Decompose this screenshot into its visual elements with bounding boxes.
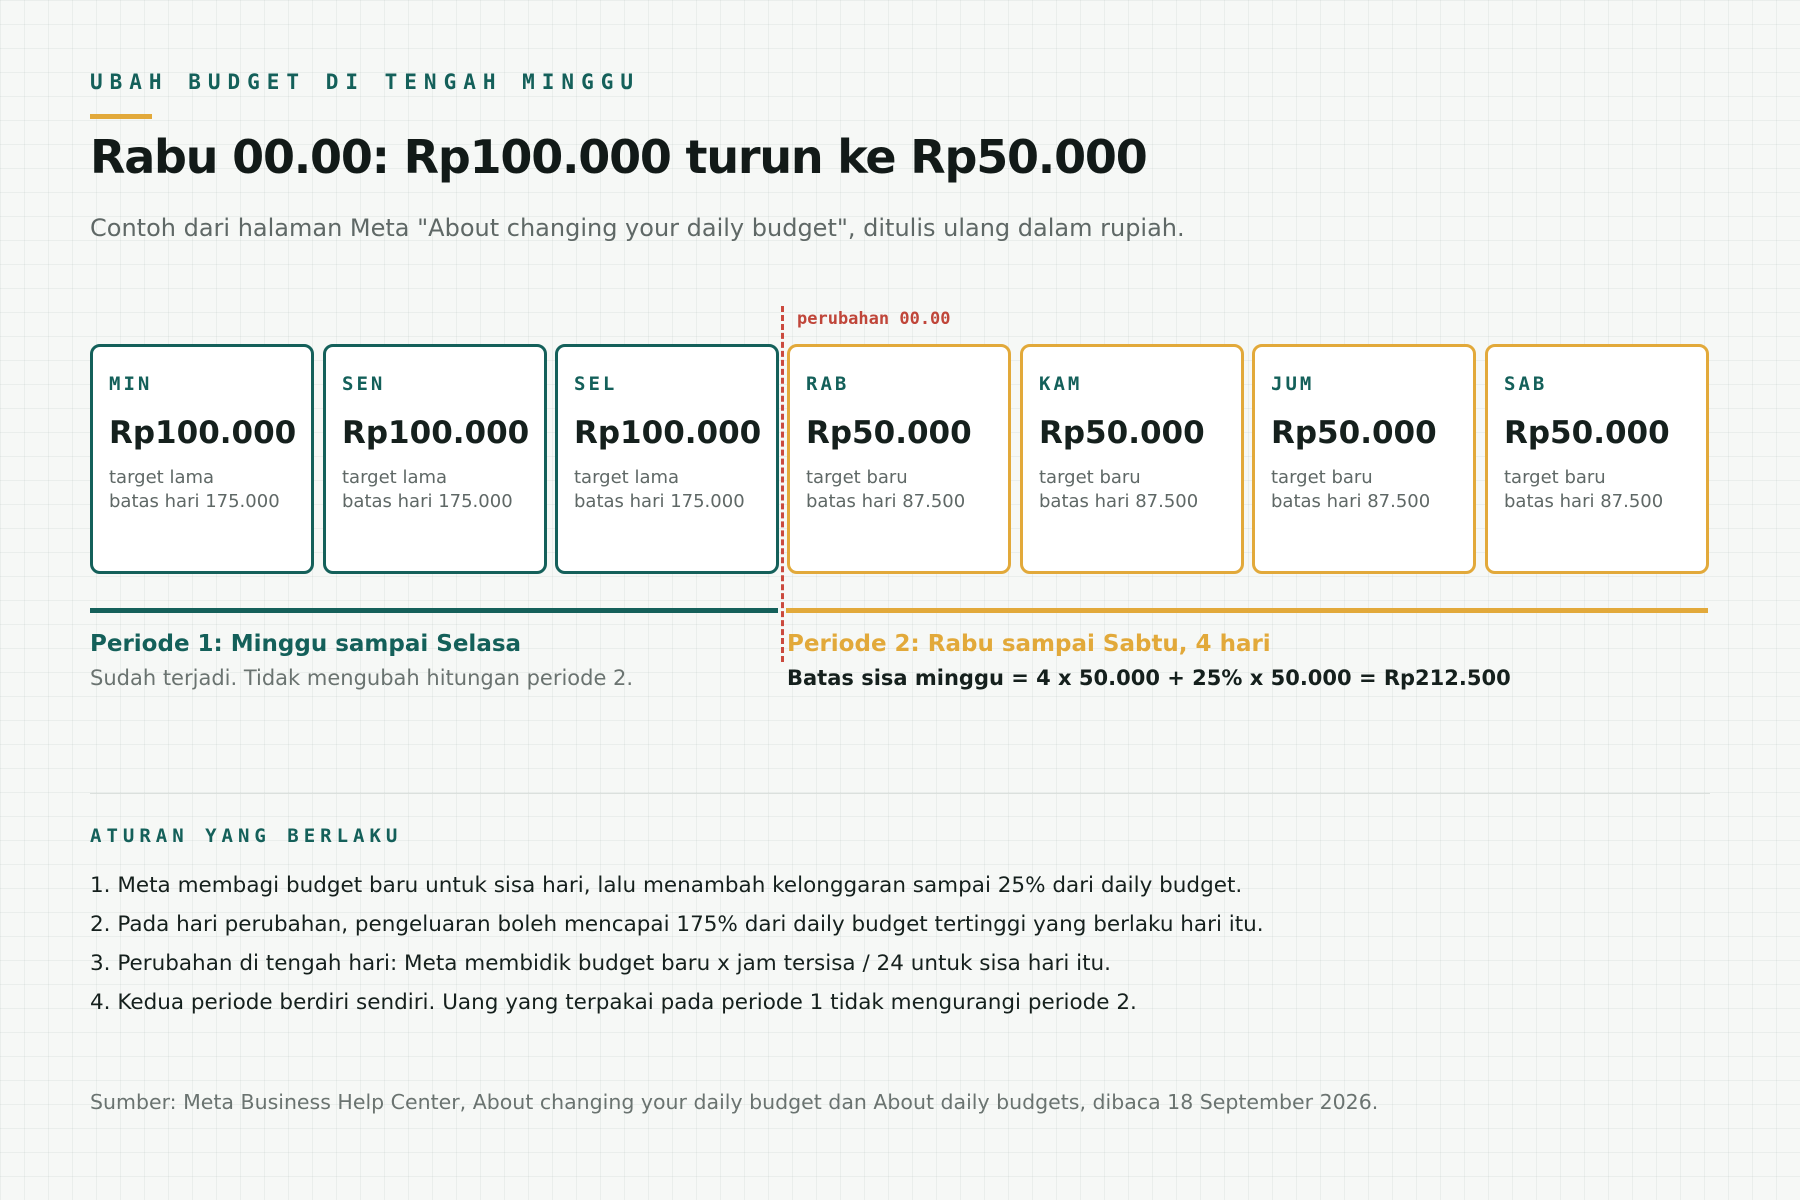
day-target: target baru xyxy=(1504,467,1606,488)
period-2-formula: Batas sisa minggu = 4 x 50.000 + 25% x 50.000 = Rp212.500 xyxy=(787,666,1511,690)
eyebrow-accent-bar xyxy=(90,114,152,119)
day-label: SEN xyxy=(342,373,386,395)
day-target: target baru xyxy=(806,467,908,488)
day-amount: Rp50.000 xyxy=(1039,415,1205,451)
day-target: target baru xyxy=(1039,467,1141,488)
day-label: SAB xyxy=(1504,373,1548,395)
day-limit: batas hari 87.500 xyxy=(1504,491,1664,512)
period-2-bar xyxy=(786,608,1708,613)
rule-item: 3. Perubahan di tengah hari: Meta membidik budget baru x jam tersisa / 24 untuk sisa hari itu. xyxy=(90,951,1112,976)
day-label: RAB xyxy=(806,373,850,395)
change-marker-label: perubahan 00.00 xyxy=(797,309,951,329)
page-title: Rabu 00.00: Rp100.000 turun ke Rp50.000 xyxy=(90,130,1147,184)
day-card-min xyxy=(90,344,314,574)
eyebrow-label: UBAH BUDGET DI TENGAH MINGGU xyxy=(90,70,641,94)
day-limit: batas hari 87.500 xyxy=(806,491,966,512)
day-limit: batas hari 87.500 xyxy=(1039,491,1199,512)
section-divider xyxy=(90,793,1710,794)
period-1-note: Sudah terjadi. Tidak mengubah hitungan periode 2. xyxy=(90,666,634,690)
rules-list xyxy=(90,866,1264,1022)
day-label: JUM xyxy=(1271,373,1315,395)
day-target: target lama xyxy=(109,467,215,488)
day-amount: Rp50.000 xyxy=(806,415,972,451)
period-1-title: Periode 1: Minggu sampai Selasa xyxy=(90,631,522,657)
day-amount: Rp50.000 xyxy=(1271,415,1437,451)
rule-item: 4. Kedua periode berdiri sendiri. Uang yang terpakai pada periode 1 tidak mengurangi periode 2. xyxy=(90,990,1137,1015)
rules-title: ATURAN YANG BERLAKU xyxy=(90,825,403,847)
day-limit: batas hari 87.500 xyxy=(1271,491,1431,512)
day-label: MIN xyxy=(109,373,153,395)
day-card-kam xyxy=(1020,344,1244,574)
source-note: Sumber: Meta Business Help Center, About changing your daily budget dan About daily budgets, dibaca 18 September 2026. xyxy=(90,1090,1379,1114)
day-amount: Rp50.000 xyxy=(1504,415,1670,451)
day-target: target baru xyxy=(1271,467,1373,488)
day-amount: Rp100.000 xyxy=(342,415,530,451)
day-target: target lama xyxy=(574,467,680,488)
day-card-jum xyxy=(1252,344,1476,574)
day-amount: Rp100.000 xyxy=(574,415,762,451)
day-limit: batas hari 175.000 xyxy=(574,491,745,512)
day-card-sel xyxy=(555,344,779,574)
rule-item: 1. Meta membagi budget baru untuk sisa hari, lalu menambah kelonggaran sampai 25% dari daily budget. xyxy=(90,873,1243,898)
day-card-rab xyxy=(787,344,1011,574)
day-target: target lama xyxy=(342,467,448,488)
day-card-sab xyxy=(1485,344,1709,574)
page-subtitle: Contoh dari halaman Meta "About changing your daily budget", ditulis ulang dalam rupiah. xyxy=(90,214,1185,242)
day-amount: Rp100.000 xyxy=(109,415,297,451)
day-label: KAM xyxy=(1039,373,1083,395)
day-limit: batas hari 175.000 xyxy=(109,491,280,512)
day-label: SEL xyxy=(574,373,618,395)
change-marker-line xyxy=(781,306,784,662)
period-1-bar xyxy=(90,608,778,613)
day-card-sen xyxy=(323,344,547,574)
period-2-title: Periode 2: Rabu sampai Sabtu, 4 hari xyxy=(787,631,1271,657)
rule-item: 2. Pada hari perubahan, pengeluaran boleh mencapai 175% dari daily budget tertinggi yang berlaku hari itu. xyxy=(90,912,1264,937)
day-limit: batas hari 175.000 xyxy=(342,491,513,512)
